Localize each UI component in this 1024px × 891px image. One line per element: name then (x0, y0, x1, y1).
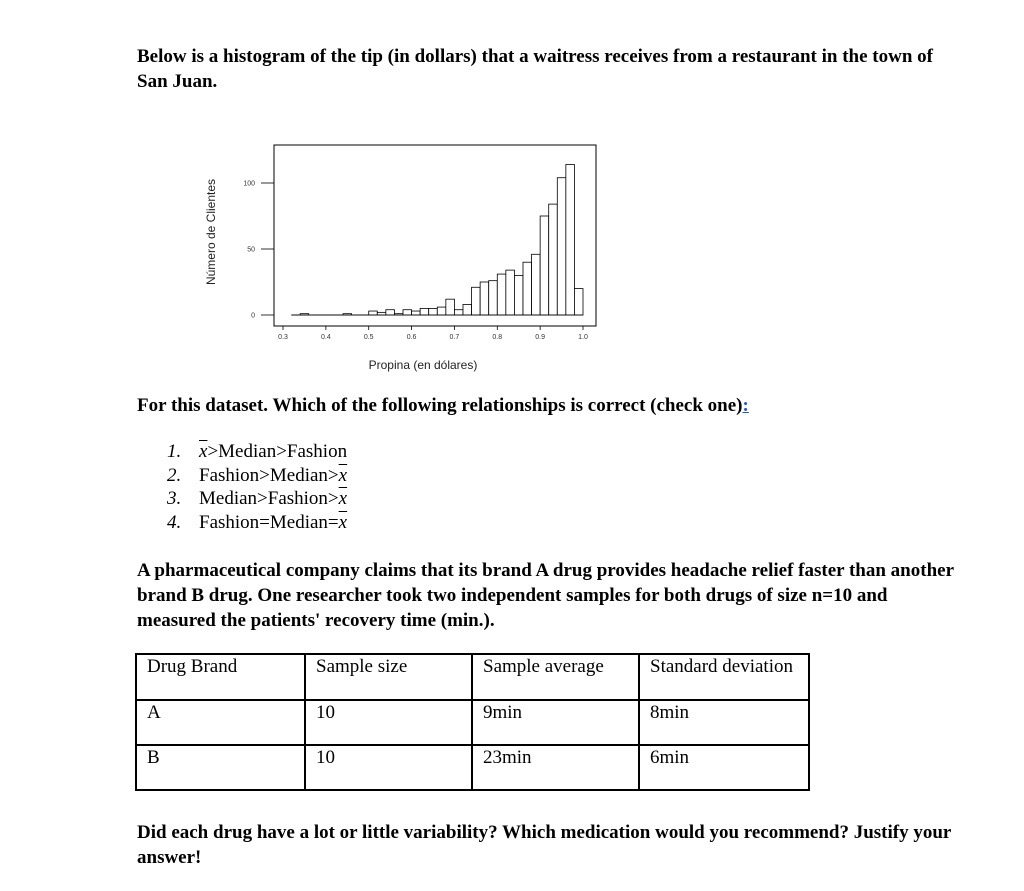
histogram-bar (463, 304, 472, 315)
histogram-bar (574, 289, 583, 315)
option-number: 4. (167, 511, 182, 533)
table-cell: 8min (639, 700, 809, 745)
y-tick-label: 100 (243, 180, 255, 188)
histogram-bar (446, 299, 455, 315)
histogram-bar (523, 262, 532, 315)
option-text: Fashion=Median= (199, 511, 339, 533)
histogram-bar (437, 307, 446, 315)
drug-table (135, 653, 810, 791)
y-axis-label: Número de Clientes (204, 178, 218, 286)
header-drug-brand: Drug Brand (136, 654, 305, 700)
final-question: Did each drug have a lot or little variability? Which medication would you recommend? Justify your answer! (137, 822, 952, 868)
histogram-bar (532, 254, 541, 315)
histogram-bar (566, 165, 575, 315)
histogram-bar (489, 281, 498, 315)
intro-paragraph: Below is a histogram of the tip (in dollars) that a waitress receives from a restaurant in the town of San Juan. (137, 46, 933, 92)
y-tick-label: 0 (251, 312, 255, 320)
option-number: 3. (167, 488, 182, 509)
x-bar-symbol: $\overline{x}$ (338, 511, 348, 533)
x-tick-label: 0.6 (406, 334, 417, 341)
histogram-bar (497, 274, 506, 315)
table-row (136, 700, 809, 745)
pharma-paragraph: A pharmaceutical company claims that its brand A drug provides headache relief faster than another brand B drug. One researcher took two independent samples for both drugs of size n=10 and measured the patients' recovery time (min.). (137, 560, 954, 631)
x-tick-label: 0.4 (320, 334, 331, 341)
y-tick-label: 50 (247, 246, 255, 254)
x-tick-label: 0.5 (363, 334, 374, 341)
x-tick-label: 1.0 (578, 334, 588, 341)
histogram-bar (412, 311, 421, 315)
histogram-bar (549, 204, 558, 315)
histogram-bar (472, 287, 481, 315)
x-bar-symbol: $\overline{x}$ (199, 441, 208, 462)
x-axis-label: Propina (en dólares) (368, 358, 478, 372)
option-text: >Median>Fashion (207, 441, 348, 462)
histogram-bar (557, 178, 566, 315)
table-header-row (136, 654, 809, 700)
answer-options (162, 440, 347, 534)
x-bar-symbol: $\overline{x}$ (338, 488, 348, 509)
tip-histogram (195, 140, 635, 380)
histogram-bar (506, 270, 515, 315)
histogram-bar (386, 310, 395, 315)
histogram-bar (480, 282, 489, 315)
question-text (137, 393, 957, 418)
histogram-bar (540, 216, 549, 315)
table-cell: 10 (305, 745, 472, 790)
option-4[interactable] (162, 511, 347, 535)
histogram-bar (369, 311, 378, 315)
histogram-bar (454, 310, 463, 315)
option-text: Median>Fashion> (199, 488, 339, 509)
table-cell: B (136, 745, 305, 790)
question-label: For this dataset. Which of the following relationships is correct (check one) (137, 395, 743, 416)
histogram-bar (403, 310, 412, 315)
check-one-link[interactable]: : (742, 395, 749, 416)
table-cell: 9min (472, 700, 639, 745)
x-tick-label: 0.8 (492, 334, 503, 341)
header-sample-average: Sample average (472, 654, 639, 700)
option-number: 2. (167, 464, 182, 486)
histogram-bar (514, 275, 523, 315)
histogram-bar (429, 308, 438, 315)
option-3[interactable] (162, 487, 347, 511)
x-tick-label: 0.7 (449, 334, 460, 341)
table-cell: 6min (639, 745, 809, 790)
table-cell: 10 (305, 700, 472, 745)
option-text: Fashion>Median> (199, 464, 339, 486)
option-2[interactable] (162, 464, 347, 488)
x-bar-symbol: $\overline{x}$ (338, 464, 348, 486)
header-standard-deviation: Standard deviation (639, 654, 809, 700)
x-tick-label: 0.9 (535, 334, 546, 341)
header-sample-size: Sample size (305, 654, 472, 700)
table-row (136, 745, 809, 790)
table-cell: A (136, 700, 305, 745)
x-tick-label: 0.3 (278, 334, 288, 341)
histogram-bar (420, 308, 429, 315)
option-1[interactable] (162, 440, 347, 464)
table-cell: 23min (472, 745, 639, 790)
option-number: 1. (167, 441, 182, 462)
